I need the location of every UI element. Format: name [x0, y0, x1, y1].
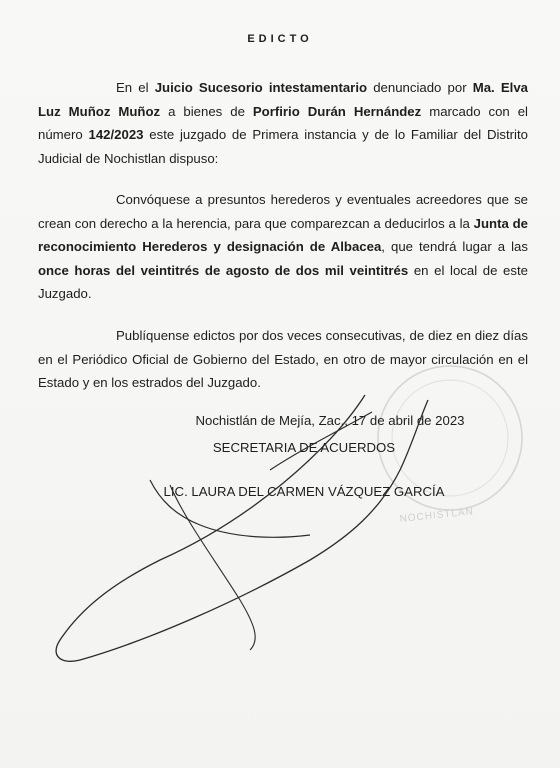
p1-text: denunciado por: [367, 80, 473, 95]
place-date: Nochistlán de Mejía, Zac., 17 de abril de 2023: [195, 413, 465, 428]
p3-text: Publíquense edictos por dos veces consecutivas, de diez en diez días en el Periódico Oficial de Gobierno del Estado, en otro de mayor circulación en el Estado y en los estrados del Juzgado.: [38, 328, 528, 390]
p1-text: marcado con el número: [38, 103, 528, 142]
p1-text: a bienes de: [160, 103, 253, 119]
svg-text:NOCHISTLAN: NOCHISTLAN: [399, 506, 475, 525]
p2-bold-meeting: Junta de reconocimiento Herederos y designación de Albacea: [38, 215, 528, 254]
p1-bold-claimant: Ma. Elva Luz Muñoz Muñoz: [38, 80, 528, 119]
p1-bold-deceased: Porfirio Durán Hernández: [252, 103, 422, 119]
p1-text: En el: [116, 80, 155, 95]
p2-bold-datetime: once horas del veintitrés de agosto de dos mil veintitrés: [38, 262, 409, 278]
p2-text: Convóquese a presuntos herederos y eventuales acreedores que se crean con derecho a la herencia, para que comparezcan a deducirlos a la: [38, 192, 528, 231]
signer-name: LIC. LAURA DEL CARMEN VÁZQUEZ GARCÍA: [163, 484, 445, 499]
p1-bold-file-number: 142/2023: [88, 127, 144, 142]
document-title: EDICTO: [247, 33, 313, 45]
office-title: SECRETARIA DE ACUERDOS: [212, 440, 396, 455]
p1-text: este juzgado de Primera instancia y de lo Familiar del Distrito Judicial de Nochistlan dispuso:: [38, 127, 528, 166]
p2-text: en el local de este Juzgado.: [38, 262, 528, 301]
p1-bold-case: Juicio Sucesorio intestamentario: [154, 80, 368, 95]
p2-text: , que tendrá lugar a las: [381, 239, 528, 254]
